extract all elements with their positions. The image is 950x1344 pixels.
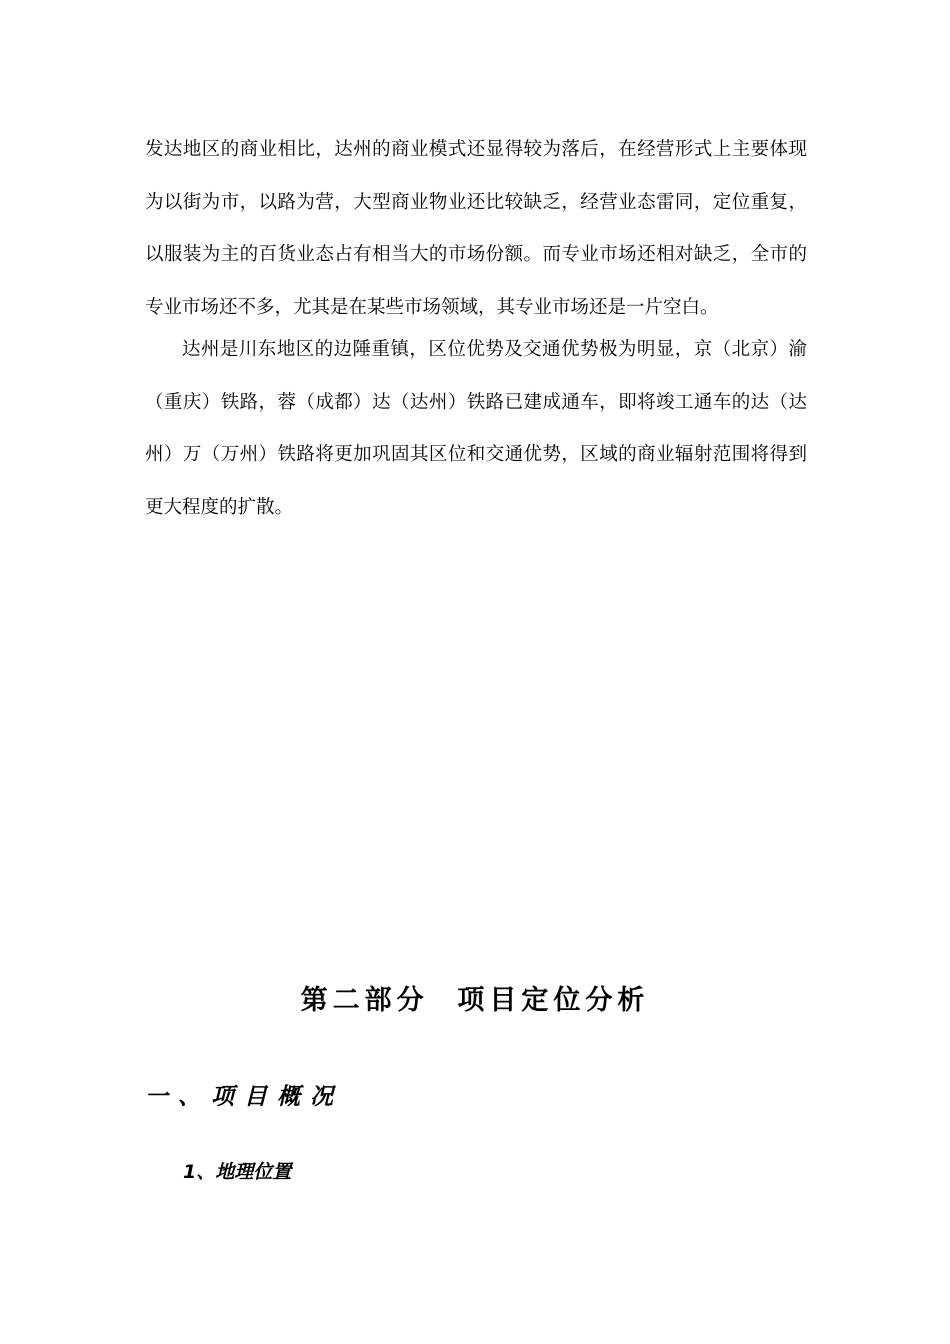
body-paragraph-commerce: 发达地区的商业相比，达州的商业模式还显得较为落后，在经营形式上主要体现为以街为市，以路为营，大型商业物业还比较缺乏，经营业态雷同，定位重复，以服装为主的百货业态占有相当大的市场份额。而专业市场还相对缺乏，全市的专业市场还不多，尤其是在某些市场领域，其专业市场还是一片空白。 [145, 139, 807, 318]
part-title: 第二部分 项目定位分析 [300, 985, 650, 1016]
body-paragraph-location: 达州是川东地区的边陲重镇，区位优势及交通优势极为明显，京（北京）渝（重庆）铁路，蓉（成都）达（达州）铁路已建成通车，即将竣工通车的达（达州）万（万州）铁路将更加巩固其区位和交通优势，区域的商业辐射范围将得到更大程度的扩散。 [145, 339, 807, 518]
section-title: 一、项目概况 [145, 1084, 343, 1110]
subsection-title: 1、地理位置 [183, 1161, 292, 1183]
